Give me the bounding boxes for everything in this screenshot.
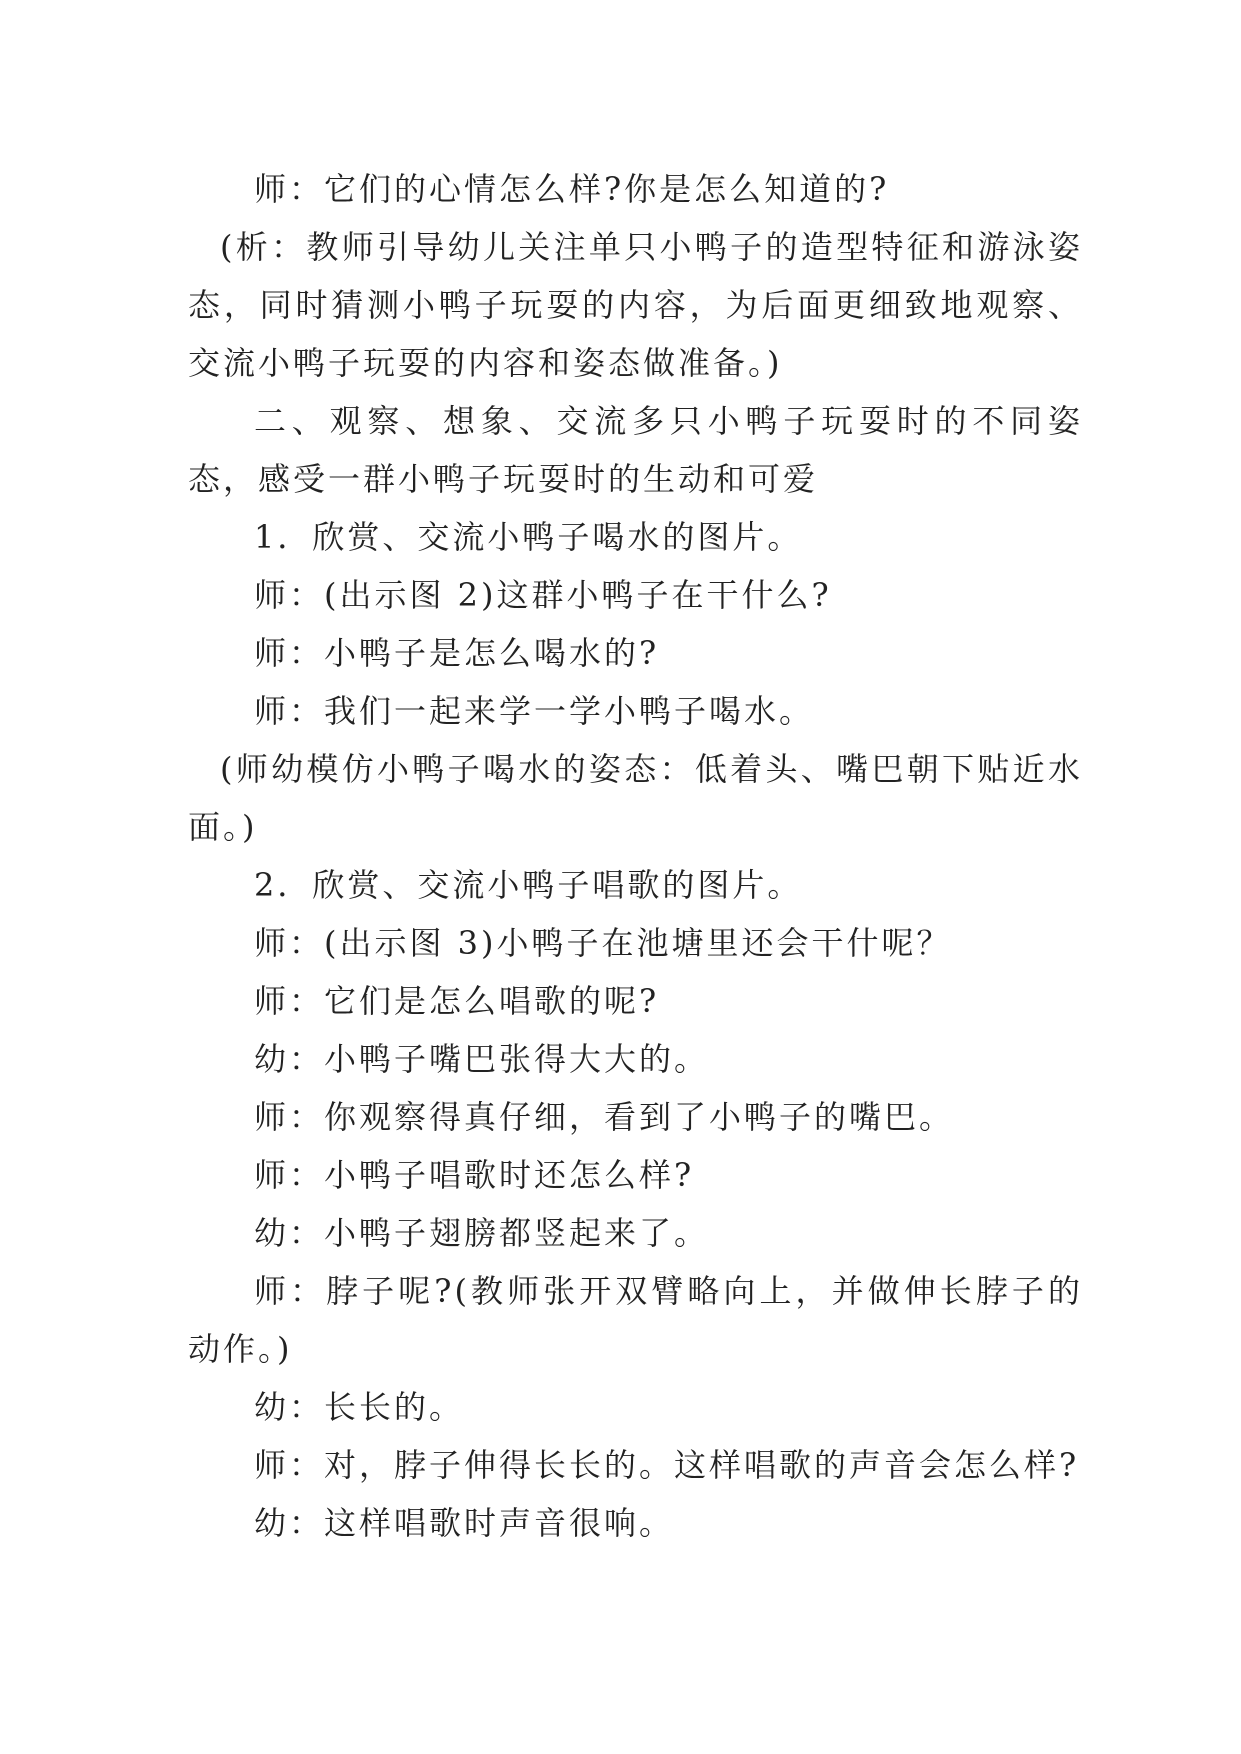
paragraph-5: 师：(出示图 2)这群小鸭子在干什么? [254,576,832,614]
paragraph-2: (析：教师引导幼儿关注单只小鸭子的造型特征和游泳姿态，同时猜测小鸭子玩耍的内容，为后面更细致地观察、交流小鸭子玩耍的内容和姿态做准备。) [188,228,1083,382]
paragraph-8: (师幼模仿小鸭子喝水的姿态：低着头、嘴巴朝下贴近水面。) [188,750,1083,846]
paragraph-12: 幼：小鸭子嘴巴张得大大的。 [254,1040,710,1078]
paragraph-9: 2．欣赏、交流小鸭子唱歌的图片。 [254,866,803,904]
paragraph-19: 幼：这样唱歌时声音很响。 [254,1504,675,1542]
paragraph-10: 师：(出示图 3)小鸭子在池塘里还会干什呢？ [254,924,952,962]
paragraph-11: 师：它们是怎么唱歌的呢? [254,982,660,1020]
paragraph-7: 师：我们一起来学一学小鸭子喝水。 [254,692,815,730]
section-heading: 二、观察、想象、交流多只小鸭子玩耍时的不同姿态，感受一群小鸭子玩耍时的生动和可爱 [188,402,1083,498]
paragraph-1: 师：它们的心情怎么样?你是怎么知道的? [254,170,890,208]
paragraph-13: 师：你观察得真仔细，看到了小鸭子的嘴巴。 [254,1098,955,1136]
paragraph-18: 师：对，脖子伸得长长的。这样唱歌的声音会怎么样? [254,1446,1080,1484]
paragraph-6: 师：小鸭子是怎么喝水的? [254,634,660,672]
document-body [188,160,1083,1552]
paragraph-17: 幼：长长的。 [254,1388,465,1426]
paragraph-4: 1．欣赏、交流小鸭子喝水的图片。 [254,518,803,556]
paragraph-14: 师：小鸭子唱歌时还怎么样? [254,1156,695,1194]
paragraph-16: 师：脖子呢?(教师张开双臂略向上，并做伸长脖子的动作。) [188,1272,1083,1368]
paragraph-15: 幼：小鸭子翅膀都竖起来了。 [254,1214,710,1252]
